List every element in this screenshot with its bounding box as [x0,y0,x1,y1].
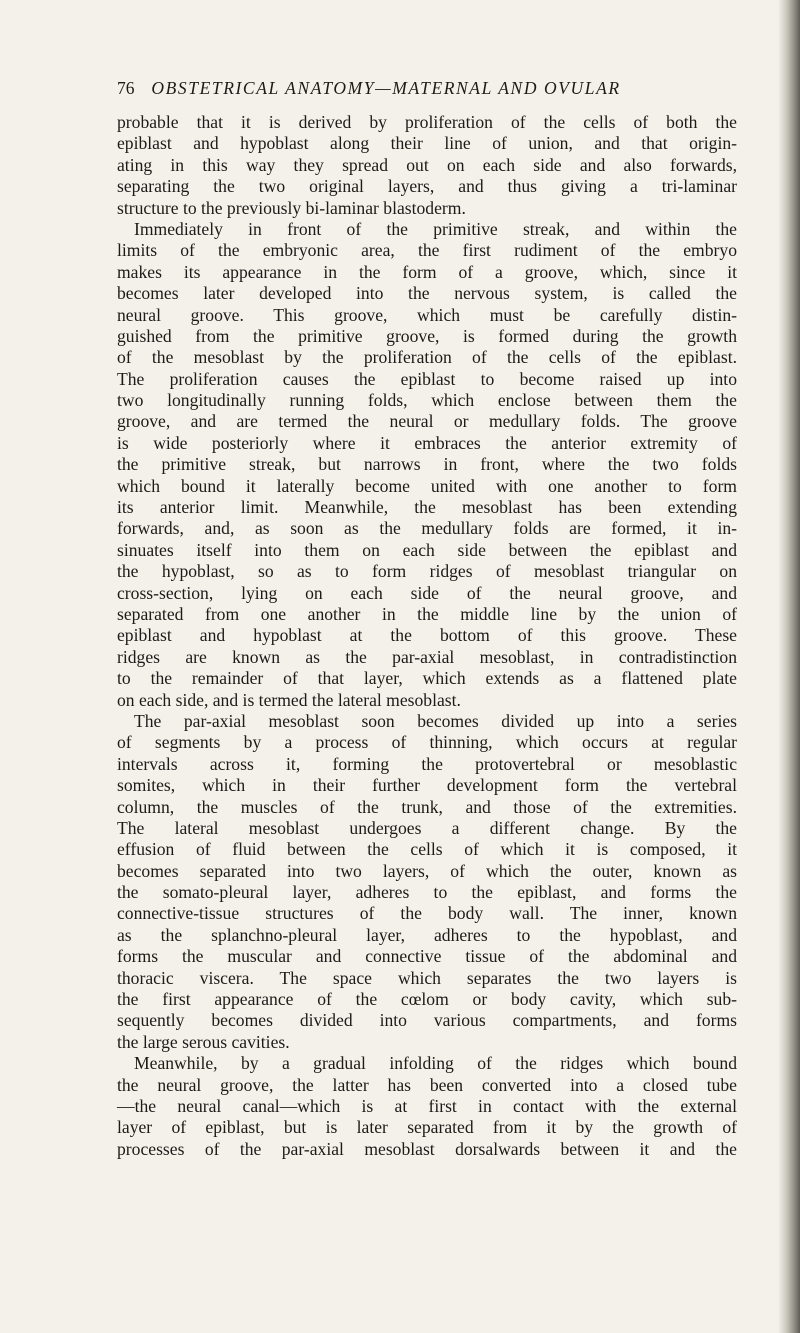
text-line: becomes later developed into the nervous system, is called the [117,283,737,304]
text-line: processes of the par-axial mesoblast dorsalwards between it and the [117,1138,737,1159]
text-line: the neural groove, the latter has been converted into a closed tube [117,1074,737,1095]
text-line: sequently becomes divided into various compartments, and forms [117,1010,737,1031]
text-line: structure to the previously bi-laminar blastoderm. [117,197,466,218]
text-line: epiblast and hypoblast at the bottom of this groove. These [117,625,737,646]
text-line: ating in this way they spread out on each side and also forwards, [117,154,737,175]
text-line: its anterior limit. Meanwhile, the mesoblast has been extending [117,497,737,518]
running-head: OBSTETRICAL ANATOMY—MATERNAL AND OVULAR [151,78,621,98]
body-text [117,112,737,1160]
text-line: probable that it is derived by proliferation of the cells of both the [117,112,737,132]
text-line: epiblast and hypoblast along their line of union, and that origin- [117,133,737,154]
text-line: separating the two original layers, and thus giving a tri-laminar [117,176,737,197]
text-line: neural groove. This groove, which must be carefully distin- [117,304,737,325]
text-line: forwards, and, as soon as the medullary folds are formed, it in- [117,518,737,539]
page-number: 76 [117,78,135,98]
text-line: of the mesoblast by the proliferation of the cells of the epiblast. [117,347,737,368]
text-line: layer of epiblast, but is later separated from it by the growth of [117,1117,737,1138]
text-line: forms the muscular and connective tissue of the abdominal and [117,946,737,967]
text-line: on each side, and is termed the lateral mesoblast. [117,689,461,710]
text-line: The lateral mesoblast undergoes a different change. By the [117,817,737,838]
text-line: Meanwhile, by a gradual infolding of the ridges which bound [134,1053,737,1074]
text-line: to the remainder of that layer, which extends as a flattened plate [117,668,737,689]
text-line: limits of the embryonic area, the first rudiment of the embryo [117,240,737,261]
text-line: the somato-pleural layer, adheres to the epiblast, and forms the [117,882,737,903]
text-line: makes its appearance in the form of a groove, which, since it [117,261,737,282]
text-line: is wide posteriorly where it embraces the anterior extremity of [117,432,737,453]
text-line: somites, which in their further development form the vertebral [117,775,737,796]
text-line: sinuates itself into them on each side between the epiblast and [117,539,737,560]
text-line: intervals across it, forming the protovertebral or mesoblastic [117,753,737,774]
text-line: two longitudinally running folds, which enclose between them the [117,390,737,411]
text-line: effusion of fluid between the cells of which it is composed, it [117,839,737,860]
page-header [117,73,697,103]
text-line: —the neural canal—which is at first in contact with the external [117,1095,737,1116]
text-line: the first appearance of the cœlom or body cavity, which sub- [117,989,737,1010]
text-line: groove, and are termed the neural or medullary folds. The groove [117,411,737,432]
text-line: The par-axial mesoblast soon becomes divided up into a series [134,710,737,731]
text-line: ridges are known as the par-axial mesoblast, in contradistinction [117,646,737,667]
text-line: thoracic viscera. The space which separates the two layers is [117,967,737,988]
text-line: connective-tissue structures of the body wall. The inner, known [117,903,737,924]
text-line: the hypoblast, so as to form ridges of mesoblast triangular on [117,561,737,582]
text-line: column, the muscles of the trunk, and those of the extremities. [117,796,737,817]
text-line: as the splanchno-pleural layer, adheres to the hypoblast, and [117,924,737,945]
text-line: becomes separated into two layers, of which the outer, known as [117,860,737,881]
text-line: guished from the primitive groove, is formed during the growth [117,325,737,346]
text-line: the primitive streak, but narrows in front, where the two folds [117,454,737,475]
page-edge-shadow [778,0,800,1333]
text-line: cross-section, lying on each side of the neural groove, and [117,582,737,603]
text-line: the large serous cavities. [117,1031,290,1052]
text-line: of segments by a process of thinning, which occurs at regular [117,732,737,753]
text-line: Immediately in front of the primitive streak, and within the [134,218,737,239]
text-line: separated from one another in the middle line by the union of [117,603,737,624]
text-line: The proliferation causes the epiblast to become raised up into [117,368,737,389]
text-line: which bound it laterally become united with one another to form [117,475,737,496]
